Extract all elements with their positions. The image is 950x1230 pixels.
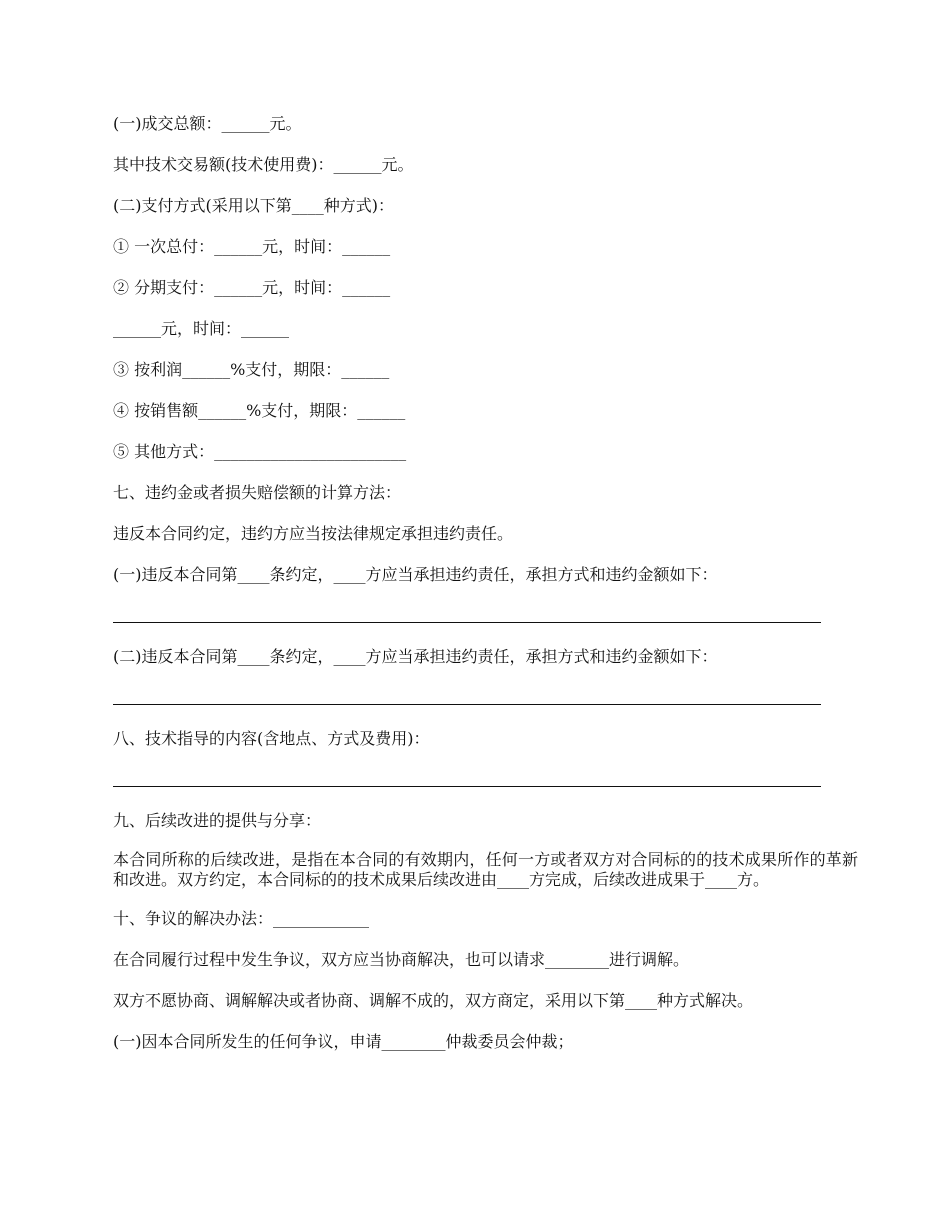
tech-fee-line: 其中技术交易额(技术使用费)：______元。 (113, 155, 414, 174)
blank-rule-2 (113, 686, 858, 710)
payment-method-heading: (二)支付方式(采用以下第____种方式)： (113, 196, 394, 215)
improvement-paragraph: 本合同所称的后续改进，是指在本合同的有效期内，任何一方或者双方对合同标的的技术成果所作的革新和改进。双方约定，本合同标的的技术成果后续改进由____方完成，后续改进成果于____方。 (113, 850, 858, 889)
lump-sum-option: ① 一次总付：______元，时间：______ (113, 237, 391, 256)
liability-statement: 违反本合同约定，违约方应当按法律规定承担违约责任。 (113, 524, 514, 543)
breach-clause-2: (二)违反本合同第____条约定，____方应当承担违约责任，承担方式和违约金额如下： (113, 647, 718, 666)
blank-rule-1 (113, 604, 858, 628)
other-method-option: ⑤ 其他方式：________________________ (113, 442, 407, 461)
section-9-heading: 九、后续改进的提供与分享： (113, 811, 322, 830)
section-10-heading: 十、争议的解决办法：____________ (113, 909, 370, 928)
breach-clause-1: (一)违反本合同第____条约定，____方应当承担违约责任，承担方式和违约金额如下： (113, 565, 718, 584)
section-8-heading: 八、技术指导的内容(含地点、方式及费用)： (113, 729, 430, 748)
sales-percentage-option: ④ 按销售额______%支付，期限：______ (113, 401, 406, 420)
mediation-clause: 在合同履行过程中发生争议，双方应当协商解决，也可以请求________进行调解。 (113, 950, 690, 969)
total-amount-line: (一)成交总额：______元。 (113, 114, 302, 133)
blank-rule-3 (113, 768, 858, 792)
section-7-heading: 七、违约金或者损失赔偿额的计算方法： (113, 483, 402, 502)
profit-percentage-option: ③ 按利润______%支付，期限：______ (113, 360, 390, 379)
resolution-choice-clause: 双方不愿协商、调解解决或者协商、调解不成的，双方商定，采用以下第____种方式解决。 (113, 991, 754, 1010)
installment-option: ② 分期支付：______元，时间：______ (113, 278, 391, 297)
installment-continuation: ______元，时间：______ (113, 319, 290, 338)
arbitration-clause: (一)因本合同所发生的任何争议，申请________仲裁委员会仲裁； (113, 1032, 574, 1051)
document-page (113, 112, 858, 1071)
